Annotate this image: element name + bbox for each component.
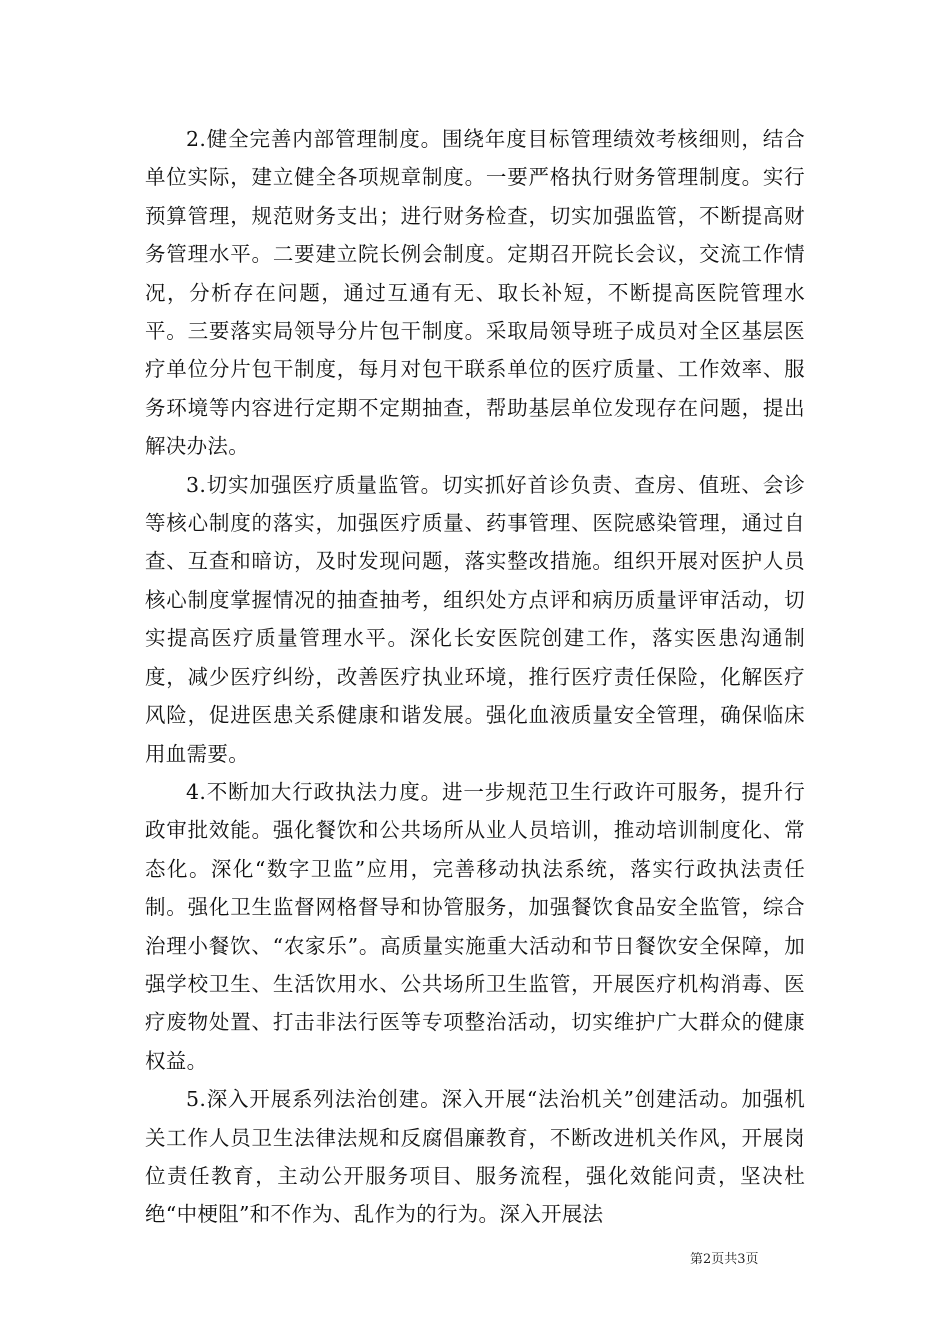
- paragraph-rule-of-law: 5.深入开展系列法治创建。深入开展“法治机关”创建活动。加强机关工作人员卫生法律法规和反腐倡廉教育，不断改进机关作风，开展岗位责任教育，主动公开服务项目、服务流程，强化效能问责，坚决杜绝“中梗阻”和不作为、乱作为的行为。深入开展法: [145, 1087, 805, 1227]
- document-body: [145, 120, 805, 1234]
- paragraph-law-enforcement: 4.不断加大行政执法力度。进一步规范卫生行政许可服务，提升行政审批效能。强化餐饮和公共场所从业人员培训，推动培训制度化、常态化。深化“数字卫监”应用，完善移动执法系统，落实行政执法责任制。强化卫生监督网格督导和协管服务，加强餐饮食品安全监管，综合治理小餐饮、“农家乐”。高质量实施重大活动和节日餐饮安全保障，加强学校卫生、生活饮用水、公共场所卫生监管，开展医疗机构消毒、医疗废物处置、打击非法行医等专项整治活动，切实维护广大群众的健康权益。: [145, 779, 805, 1073]
- paragraph-management-system: 2.健全完善内部管理制度。围绕年度目标管理绩效考核细则，结合单位实际，建立健全各项规章制度。一要严格执行财务管理制度。实行预算管理，规范财务支出；进行财务检查，切实加强监管，不断提高财务管理水平。二要建立院长例会制度。定期召开院长会议，交流工作情况，分析存在问题，通过互通有无、取长补短，不断提高医院管理水平。三要落实局领导分片包干制度。采取局领导班子成员对全区基层医疗单位分片包干制度，每月对包干联系单位的医疗质量、工作效率、服务环境等内容进行定期不定期抽查，帮助基层单位发现存在问题，提出解决办法。: [145, 127, 805, 459]
- paragraph-medical-quality: 3.切实加强医疗质量监管。切实抓好首诊负责、查房、值班、会诊等核心制度的落实，加强医疗质量、药事管理、医院感染管理，通过自查、互查和暗访，及时发现问题，落实整改措施。组织开展对医护人员核心制度掌握情况的抽查抽考，组织处方点评和病历质量评审活动，切实提高医疗质量管理水平。深化长安医院创建工作，落实医患沟通制度，减少医疗纠纷，改善医疗执业环境，推行医疗责任保险，化解医疗风险，促进医患关系健康和谐发展。强化血液质量安全管理，确保临床用血需要。: [145, 472, 805, 766]
- page-number-footer: 第2页共3页: [690, 1252, 759, 1267]
